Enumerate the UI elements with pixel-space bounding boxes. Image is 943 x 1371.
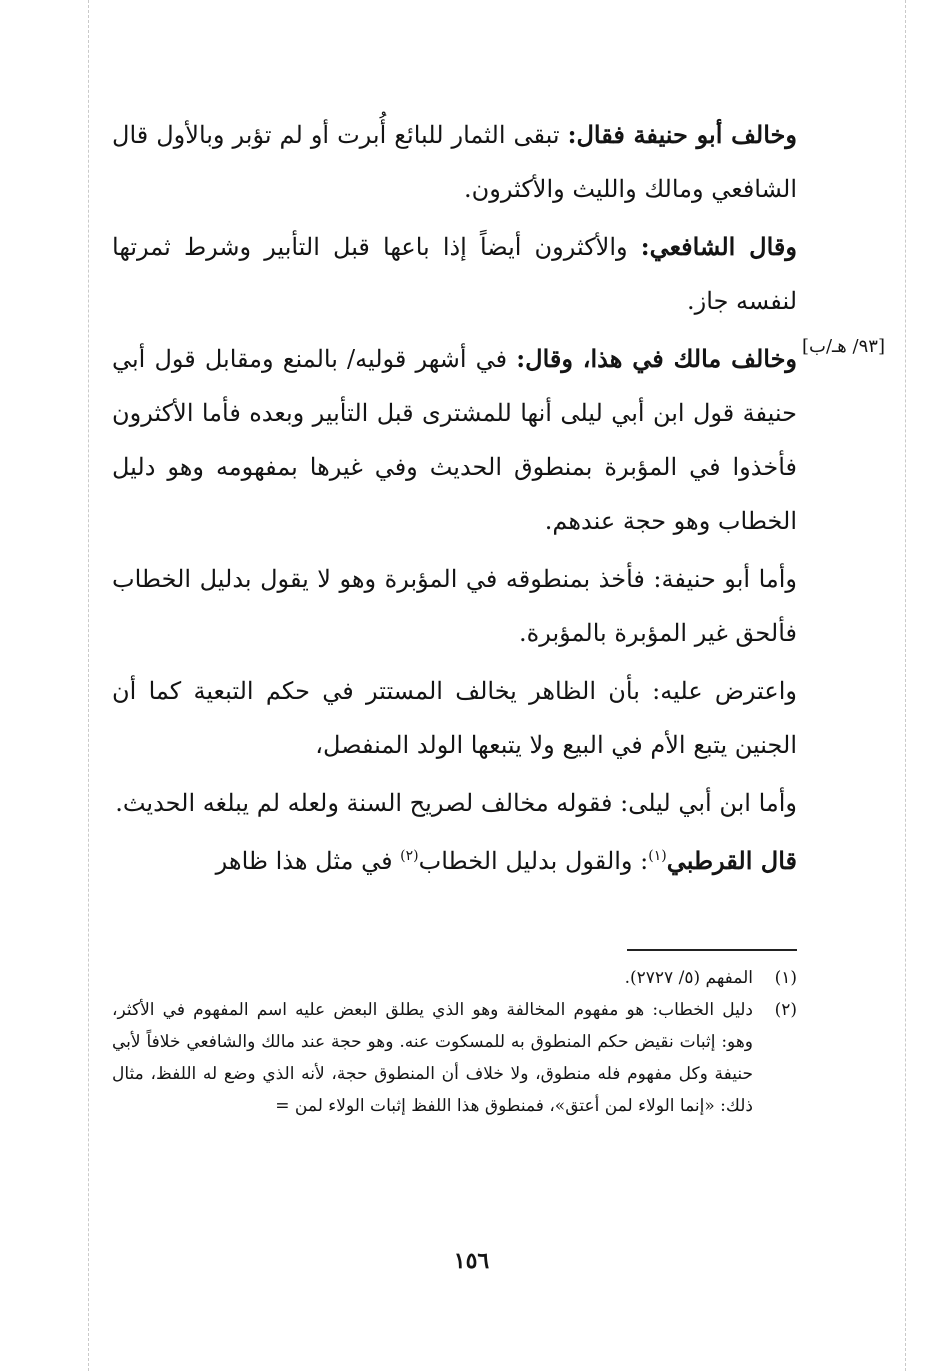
paragraph-5 [112,664,797,772]
main-text [112,108,797,888]
scan-margin-line-right [905,0,906,1371]
footnote-separator [627,949,797,951]
footnotes [112,962,797,1122]
footnote-ref-1[interactable]: (١) [648,848,667,864]
paragraph-body: وأما ابن أبي ليلى: فقوله مخالف لصريح السنة ولعله لم يبلغه الحديث. [115,789,797,817]
footnote-2 [112,994,797,1122]
paragraph-body: واعترض عليه: بأن الظاهر يخالف المستتر في حكم التبعية كما أن الجنين يتبع الأم في البيع ولا يتبعها الولد المنفصل، [112,677,797,759]
paragraph-body: : والقول بدليل الخطاب [418,847,649,875]
page-number: ١٥٦ [453,1248,490,1274]
paragraph-lead: وقال الشافعي: [640,232,797,261]
paragraph-6 [112,776,797,830]
margin-reference: [٩٣/ هـ/ب] [802,336,885,357]
footnote-text: المفهم (٥/ ٢٧٢٧). [624,968,753,988]
paragraph-2 [112,220,797,328]
paragraph-body: والأكثرون أيضاً إذا باعها قبل التأبير وشرط ثمرتها لنفسه جاز. [112,233,797,315]
paragraph-1 [112,108,797,216]
paragraph-body: تبقى الثمار للبائع أُبرت أو لم تؤبر وبالأول قال الشافعي ومالك والليث والأكثرون. [112,121,797,203]
footnote-number: (١) [774,968,797,988]
footnote-1 [112,962,797,994]
paragraph-3 [112,332,797,548]
paragraph-lead: قال القرطبي [666,846,797,875]
scan-margin-line-left [88,0,89,1371]
footnote-number: (٢) [774,1000,797,1020]
paragraph-lead: وخالف مالك في هذا، وقال: [516,344,797,373]
paragraph-7 [112,834,797,888]
paragraph-4 [112,552,797,660]
footnote-ref-2[interactable]: (٢) [400,848,419,864]
paragraph-body: وأما أبو حنيفة: فأخذ بمنطوقه في المؤبرة وهو لا يقول بدليل الخطاب فألحق غير المؤبرة بالمؤبرة. [112,565,797,647]
paragraph-body: في مثل هذا ظاهر [215,847,401,875]
footnote-text: دليل الخطاب: هو مفهوم المخالفة وهو الذي يطلق البعض عليه اسم المفهوم في الأكثر، وهو: إثبات نقيض حكم المنطوق به للمسكوت عنه. وهو حجة عند مالك والشافعي خلافاً لأبي حنيفة وكل مفهوم فله منطوق، ولا خلاف أن المنطوق حجة، لأنه الذي وضع له اللفظ، مثال ذلك: «إنما الولاء لمن أعتق»، فمنطوق هذا اللفظ إثبات الولاء لمن = [112,1000,753,1116]
paragraph-body: في أشهر قوليه/ بالمنع ومقابل قول أبي حنيفة قول ابن أبي ليلى أنها للمشترى قبل التأبير وبعده فأما الأكثرون فأخذوا في المؤبرة بمنطوق الحديث وفي غيرها بمفهومه وهو دليل الخطاب وهو حجة عندهم. [112,345,797,535]
paragraph-lead: وخالف أبو حنيفة فقال: [567,120,797,149]
